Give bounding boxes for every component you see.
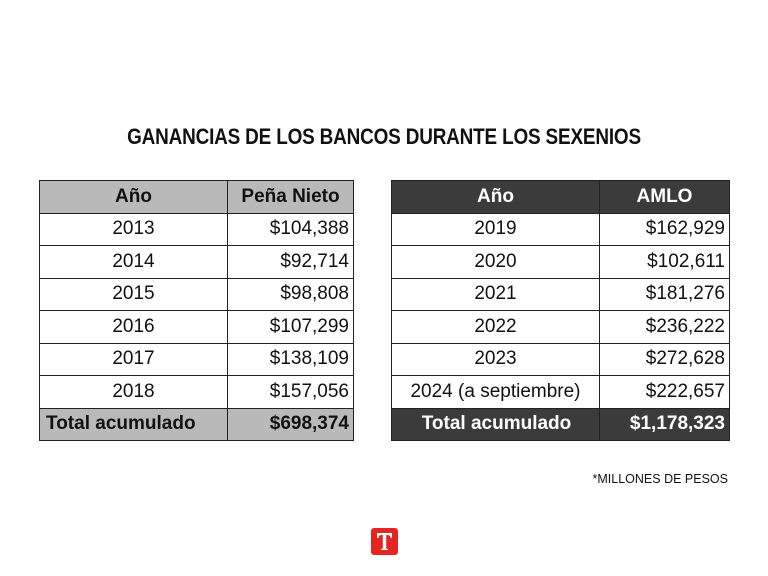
column-header-year: Año	[392, 181, 600, 214]
pena-nieto-table	[39, 180, 354, 441]
value-cell: $92,714	[228, 246, 354, 279]
value-cell: $181,276	[600, 278, 730, 311]
value-cell: $236,222	[600, 311, 730, 344]
year-cell: 2020	[392, 246, 600, 279]
table-row	[392, 311, 730, 344]
year-cell: 2024 (a septiembre)	[392, 376, 600, 409]
total-label: Total acumulado	[392, 408, 600, 441]
column-header-pena-nieto: Peña Nieto	[228, 181, 354, 214]
column-header-amlo: AMLO	[600, 181, 730, 214]
value-cell: $98,808	[228, 278, 354, 311]
value-cell: $157,056	[228, 376, 354, 409]
table-header-row	[40, 181, 354, 214]
table-row	[392, 246, 730, 279]
amlo-table	[391, 180, 730, 441]
value-cell: $107,299	[228, 311, 354, 344]
table-row	[40, 343, 354, 376]
table-row	[40, 246, 354, 279]
table-row	[392, 278, 730, 311]
table-row	[40, 213, 354, 246]
total-row	[392, 408, 730, 441]
column-header-year: Año	[40, 181, 228, 214]
year-cell: 2022	[392, 311, 600, 344]
year-cell: 2021	[392, 278, 600, 311]
footnote: *MILLONES DE PESOS	[592, 472, 728, 486]
year-cell: 2015	[40, 278, 228, 311]
year-cell: 2017	[40, 343, 228, 376]
total-value: $698,374	[228, 408, 354, 441]
table-row	[392, 376, 730, 409]
t-logo-icon	[371, 528, 398, 555]
table-row	[40, 311, 354, 344]
table-row	[40, 278, 354, 311]
value-cell: $272,628	[600, 343, 730, 376]
table-row	[392, 213, 730, 246]
year-cell: 2014	[40, 246, 228, 279]
total-label: Total acumulado	[40, 408, 228, 441]
table-header-row	[392, 181, 730, 214]
year-cell: 2018	[40, 376, 228, 409]
year-cell: 2019	[392, 213, 600, 246]
value-cell: $102,611	[600, 246, 730, 279]
table-row	[40, 376, 354, 409]
value-cell: $138,109	[228, 343, 354, 376]
value-cell: $162,929	[600, 213, 730, 246]
table-row	[392, 343, 730, 376]
year-cell: 2016	[40, 311, 228, 344]
year-cell: 2013	[40, 213, 228, 246]
total-value: $1,178,323	[600, 408, 730, 441]
value-cell: $222,657	[600, 376, 730, 409]
value-cell: $104,388	[228, 213, 354, 246]
page-title: GANANCIAS DE LOS BANCOS DURANTE LOS SEXENIOS	[127, 124, 641, 149]
year-cell: 2023	[392, 343, 600, 376]
total-row	[40, 408, 354, 441]
t-glyph	[376, 532, 393, 551]
